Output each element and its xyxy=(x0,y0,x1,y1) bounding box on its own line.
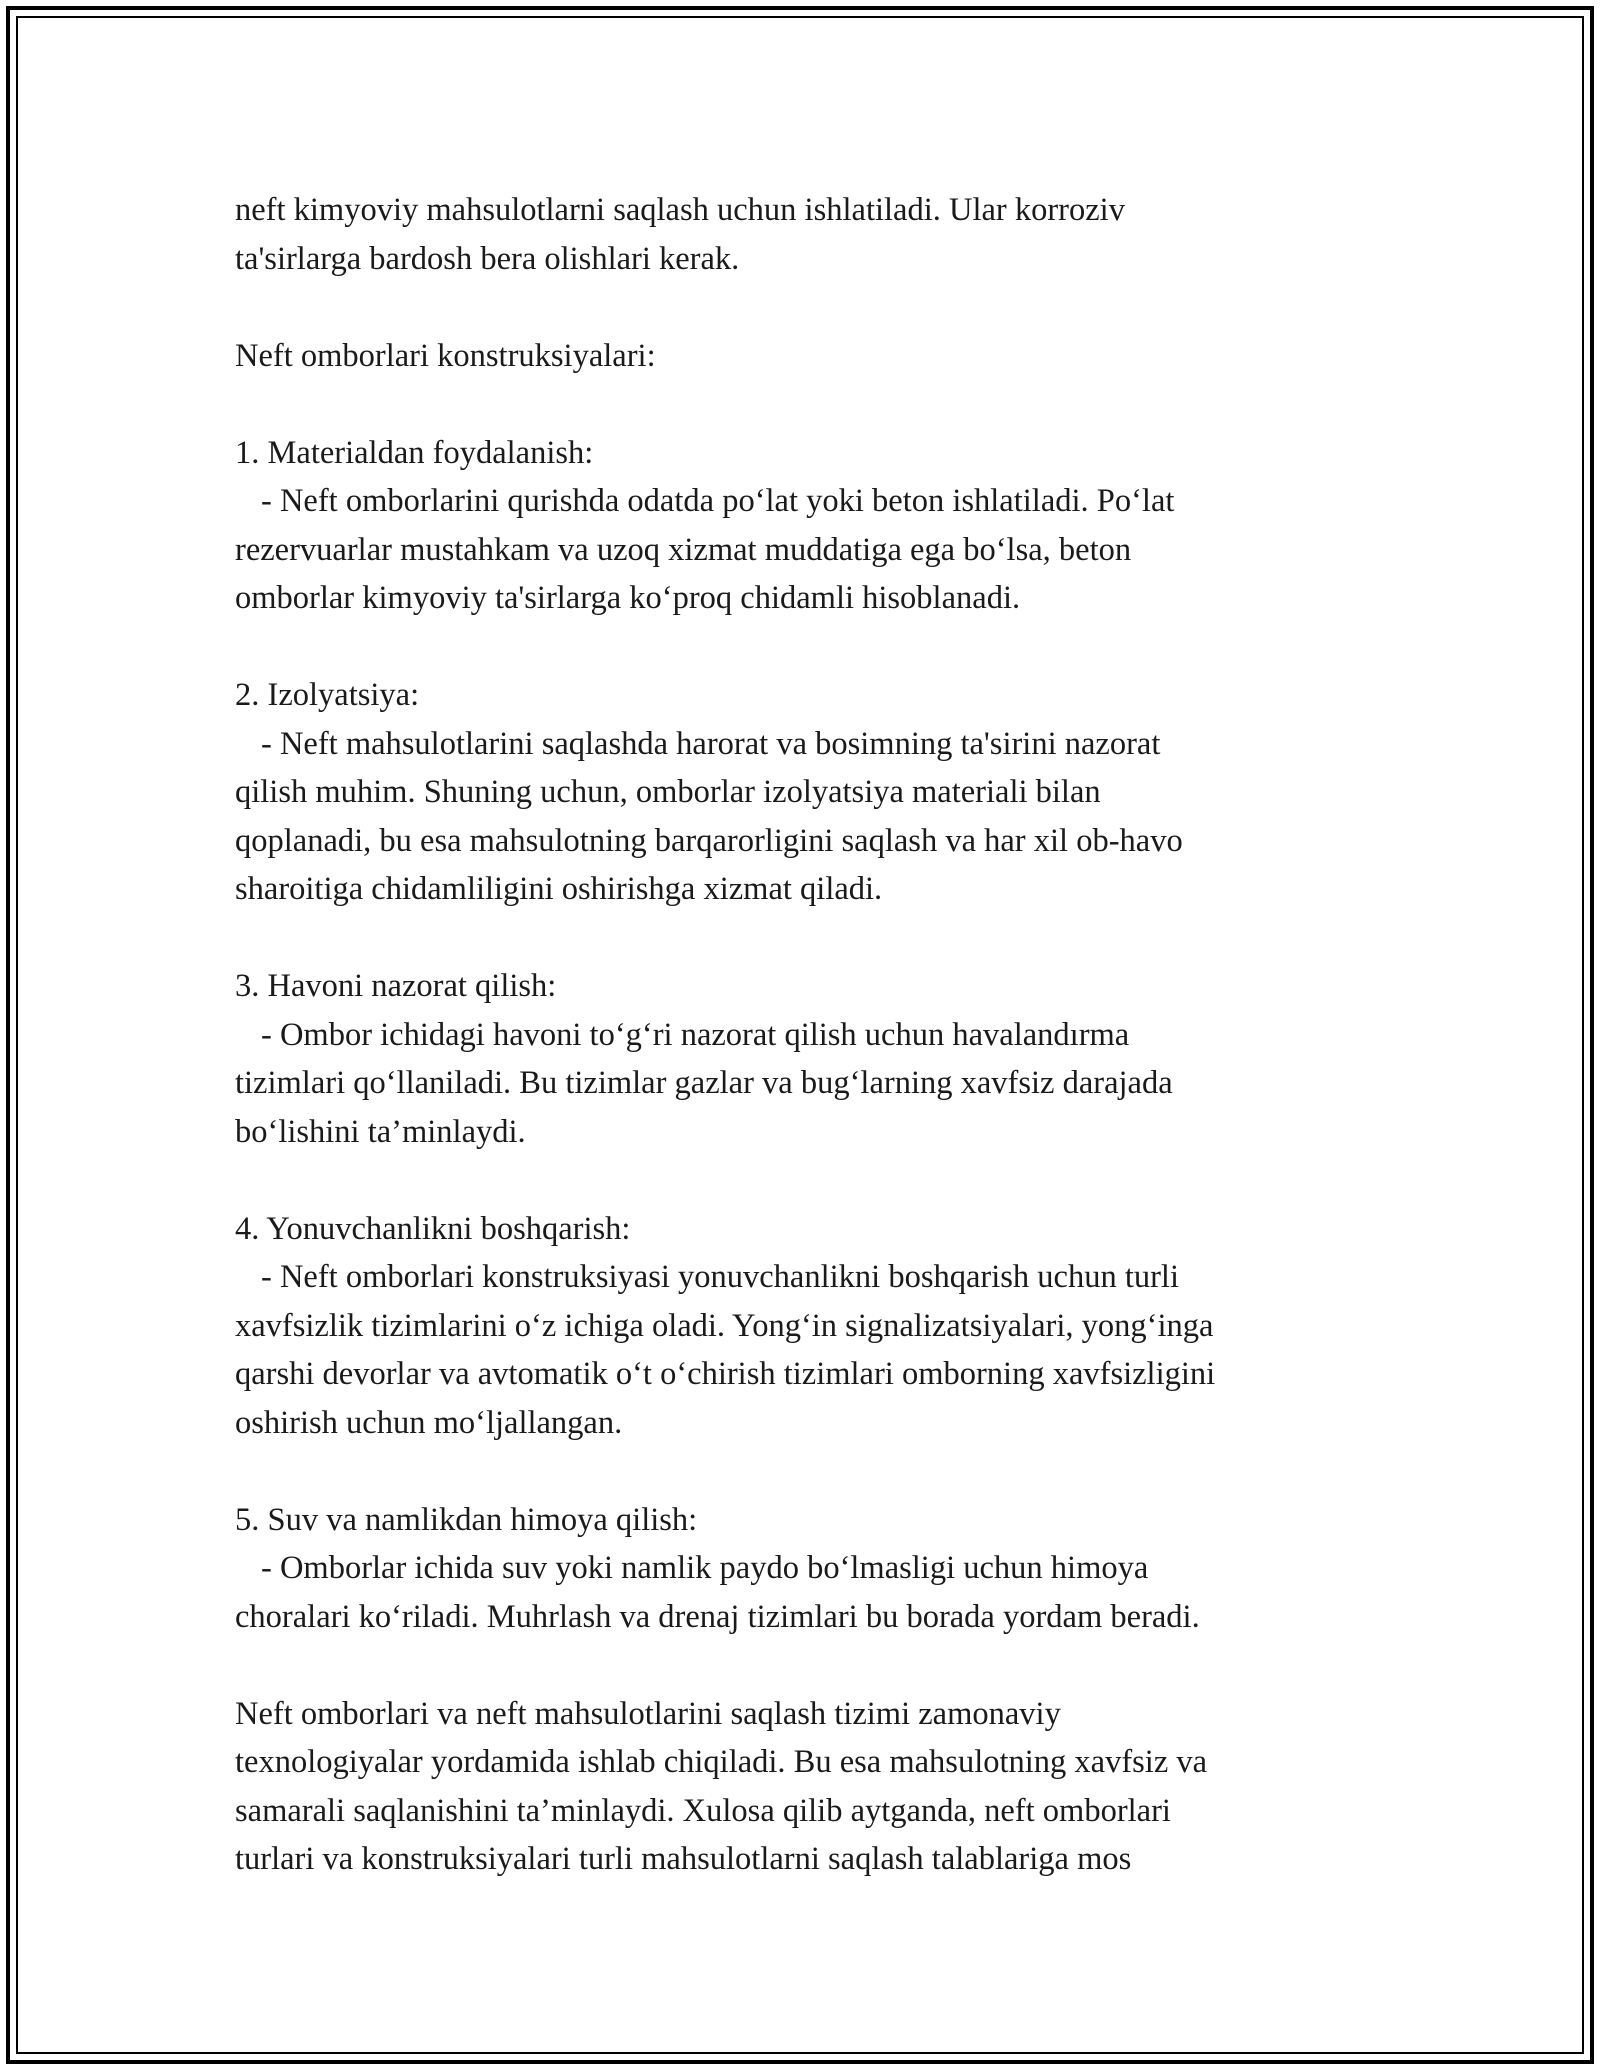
item-heading: 4. Yonuvchanlikni boshqarish: xyxy=(235,1210,631,1247)
section-title: Neft omborlari konstruksiyalari: xyxy=(235,337,656,374)
text-line: xavfsizlik tizimlarini o‘z ichiga oladi. Yong‘in signalizatsiyalari, yong‘inga xyxy=(235,1307,1214,1344)
list-item-insulation xyxy=(235,671,1395,914)
text-line: - Neft omborlari konstruksiyasi yonuvchanlikni boshqarish uchun turli xyxy=(261,1259,1179,1295)
text-line: tizimlari qo‘llaniladi. Bu tizimlar gazlar va bug‘larning xavfsiz darajada xyxy=(235,1065,1173,1101)
text-line: - Ombor ichidagi havoni to‘g‘ri nazorat qilish uchun havalandırma xyxy=(261,1016,1130,1053)
text-line: Neft omborlari va neft mahsulotlarini saqlash tizimi zamonaviy xyxy=(235,1695,1061,1732)
paragraph-gap xyxy=(235,914,1395,963)
list-item-air-control xyxy=(235,962,1395,1156)
paragraph-gap xyxy=(235,380,1395,429)
intro-paragraph xyxy=(235,186,1395,283)
item-heading: 5. Suv va namlikdan himoya qilish: xyxy=(235,1501,698,1538)
text-line: choralari ko‘riladi. Muhrlash va drenaj tizimlari bu borada yordam beradi. xyxy=(235,1598,1200,1635)
list-item-moisture xyxy=(235,1496,1395,1642)
text-line: texnologiyalar yordamida ishlab chiqiladi. Bu esa mahsulotning xavfsiz va xyxy=(235,1744,1208,1780)
text-line: ta'sirlarga bardosh bera olishlari kerak. xyxy=(235,240,740,277)
text-line: samarali saqlanishini ta’minlaydi. Xulosa qilib aytganda, neft omborlari xyxy=(235,1792,1171,1829)
document-body xyxy=(235,186,1395,1884)
item-heading: 1. Materialdan foydalanish: xyxy=(235,434,594,471)
paragraph-gap xyxy=(235,1156,1395,1205)
text-line: rezervuarlar mustahkam va uzoq xizmat muddatiga ega bo‘lsa, beton xyxy=(235,531,1132,568)
text-line: - Neft mahsulotlarini saqlashda harorat va bosimning ta'sirini nazorat xyxy=(261,725,1161,762)
text-line: - Omborlar ichida suv yoki namlik paydo bo‘lmasligi uchun himoya xyxy=(261,1550,1149,1586)
text-line: qilish muhim. Shuning uchun, omborlar izolyatsiya materiali bilan xyxy=(235,774,1101,810)
text-line: omborlar kimyoviy ta'sirlarga ko‘proq chidamli hisoblanadi. xyxy=(235,580,1021,616)
text-line: qarshi devorlar va avtomatik o‘t o‘chirish tizimlari omborning xavfsizligini xyxy=(235,1356,1216,1392)
list-item-material xyxy=(235,429,1395,623)
list-item-flammability xyxy=(235,1205,1395,1448)
conclusion-paragraph xyxy=(235,1690,1395,1884)
item-heading: 2. Izolyatsiya: xyxy=(235,677,420,713)
text-line: oshirish uchun mo‘ljallangan. xyxy=(235,1404,623,1441)
text-line: turlari va konstruksiyalari turli mahsulotlarni saqlash talablariga mos xyxy=(235,1841,1132,1877)
text-line: qoplanadi, bu esa mahsulotning barqarorligini saqlash va har xil ob-havo xyxy=(235,822,1183,859)
paragraph-gap xyxy=(235,283,1395,332)
paragraph-gap xyxy=(235,623,1395,672)
text-line: sharoitiga chidamliligini oshirishga xizmat qiladi. xyxy=(235,871,883,907)
paragraph-gap xyxy=(235,1641,1395,1690)
text-line: bo‘lishini ta’minlaydi. xyxy=(235,1113,526,1150)
paragraph-gap xyxy=(235,1447,1395,1496)
text-line: neft kimyoviy mahsulotlarni saqlash uchun ishlatiladi. Ular korroziv xyxy=(235,192,1125,228)
text-line: - Neft omborlarini qurishda odatda po‘lat yoki beton ishlatiladi. Po‘lat xyxy=(261,483,1175,519)
item-heading: 3. Havoni nazorat qilish: xyxy=(235,968,557,1004)
